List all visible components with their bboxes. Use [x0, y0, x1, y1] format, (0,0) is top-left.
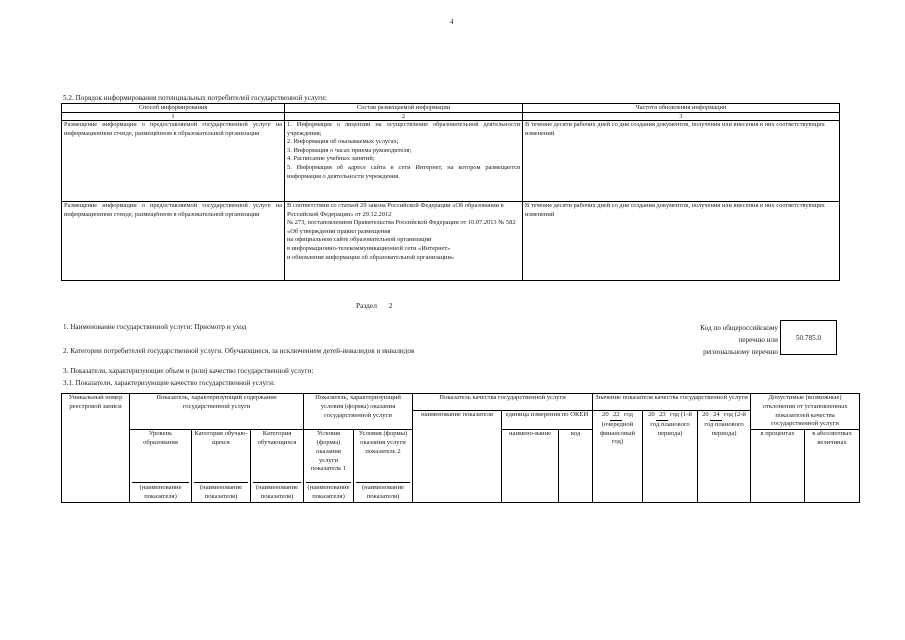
code-label-line: перечню или [738, 336, 778, 344]
header-deviation: Допустимые (возможные) отклонения от установленных показателей качества государственной услуги [751, 394, 860, 430]
col-number: 3 [523, 112, 840, 121]
code-value: 50.785.0 [795, 333, 822, 342]
content-line: 4. Расписание учебных занятий; [287, 155, 375, 163]
table-row [62, 202, 840, 281]
code-label-line: региональному перечню [703, 348, 778, 356]
section-label: Раздел [356, 301, 377, 310]
year-2-value: 23 [656, 411, 668, 421]
quality-table [61, 393, 860, 503]
col-number: 1 [62, 112, 285, 121]
header-condition-1: Условия (формы) оказания услуги показатель 1 (наименование показателя) [304, 430, 354, 503]
header-category-2: Категория обучающихся (наименование показателя) [251, 430, 304, 503]
header-year-1: 20 22 год (очередной финансовый год) [593, 411, 643, 503]
content-line: № 273, постановлением Правительства Российской Федерации от 10.07.2013 № 582 «Об утверждении правил размещения [287, 219, 516, 235]
page-number: 4 [450, 18, 454, 26]
informing-table [61, 103, 840, 281]
content-cell [285, 121, 523, 202]
section-5-2-heading: 5.2. Порядок информирования потенциальных потребителей государственной услуги: [63, 94, 327, 102]
content-line: на официальном сайте образовательной организации [287, 236, 432, 244]
frequency-cell: В течение десяти рабочих дней со дня создания документов, получения или внесения в них соответствующих изменений [523, 121, 840, 202]
content-line: В соответствии со статьей 29 закона Российской Федерации «Об образовании в Российской Федерации» от 29.12.2012 [287, 202, 504, 218]
header-level: Уровень образования (наименование показателя) [130, 430, 192, 503]
content-line: 3. Информация о часах приема руководителя; [287, 146, 412, 154]
col-header-content: Состав размещаемой информации [285, 104, 523, 113]
year-3-value: 24 [710, 411, 722, 421]
code-box [780, 320, 837, 355]
header-condition-2: Условия (формы) оказания услуги показатель 2 (наименование показателя) [354, 430, 413, 503]
col-header-frequency: Частота обновления информации [523, 104, 840, 113]
header-unit: единица измерения по ОКЕИ [502, 411, 593, 430]
method-cell: Размещение информации о предоставляемой государственной услуге на информационном стенде, размещённом в образовательной организации [62, 121, 285, 202]
section-title [356, 301, 392, 310]
header-quality-indicator: Показатель качества государственной услуги [413, 394, 593, 411]
content-cell [285, 202, 523, 281]
code-label [650, 322, 778, 358]
header-unit-name: наимено-вание [502, 430, 559, 503]
header-content-indicator: Показатель, характеризующий содержание государственной услуги [130, 394, 304, 430]
header-year-3: 20 24 год (2-й год планового периода) [698, 411, 751, 503]
header-indicator-name: наименование показателя [413, 411, 502, 503]
content-line: в информационно-телекоммуникационной сети «Интернет» [287, 244, 451, 252]
header-in-percent: в процентах [751, 430, 805, 503]
section-number: 2 [388, 301, 393, 310]
header-conditions-indicator: Показатель, характеризующий условия (формы) оказания государственной услуги [304, 394, 413, 430]
frequency-cell: В течение десяти рабочих дней со дня создания документов, получения или внесения в них соответствующих изменений [523, 202, 840, 281]
method-cell: Размещение информации о предоставляемой государственной услуге на информационном стенде, размещённом в образовательной организации [62, 202, 285, 281]
header-unique-number: Уникальный номер реестровой записи [62, 394, 130, 503]
content-line: 1. Информация о лицензии на осуществление образовательной деятельности учреждения; [287, 121, 520, 137]
table-row [62, 121, 840, 202]
header-in-absolute: в абсолютных величинах [805, 430, 860, 503]
content-line: 5. Информация об адресе сайта в сети Интернет, на котором размещается информация о деятельности учреждения. [287, 163, 520, 180]
header-year-2: 20 23 год (1-й год планового периода) [643, 411, 698, 503]
col-number: 2 [285, 112, 523, 121]
content-line: и обновления информации об образовательной организации» [287, 253, 455, 261]
code-label-line: Код по общероссийскому [700, 324, 778, 332]
quality-heading: 3.1. Показатели, характеризующие качество государственной услуги: [63, 379, 275, 387]
content-line: 2. Информация об оказываемых услугах; [287, 138, 399, 146]
indicators-heading: 3. Показатели, характеризующие объем и (или) качество государственной услуги: [63, 367, 314, 375]
header-quality-value: Значение показателя качества государственной услуги [593, 394, 751, 411]
header-category: Категория обучаю-щихся (наименование показателя) [192, 430, 251, 503]
year-1-value: 22 [610, 411, 622, 421]
consumer-category: 2. Категории потребителей государственной услуги. Обучающиеся, за исключением детей-инвалидов и инвалидов [63, 347, 415, 355]
service-name: 1. Наименование государственной услуги: Присмотр и уход [63, 323, 247, 331]
header-unit-code: код [559, 430, 593, 503]
col-header-method: Способ информирования [62, 104, 285, 113]
